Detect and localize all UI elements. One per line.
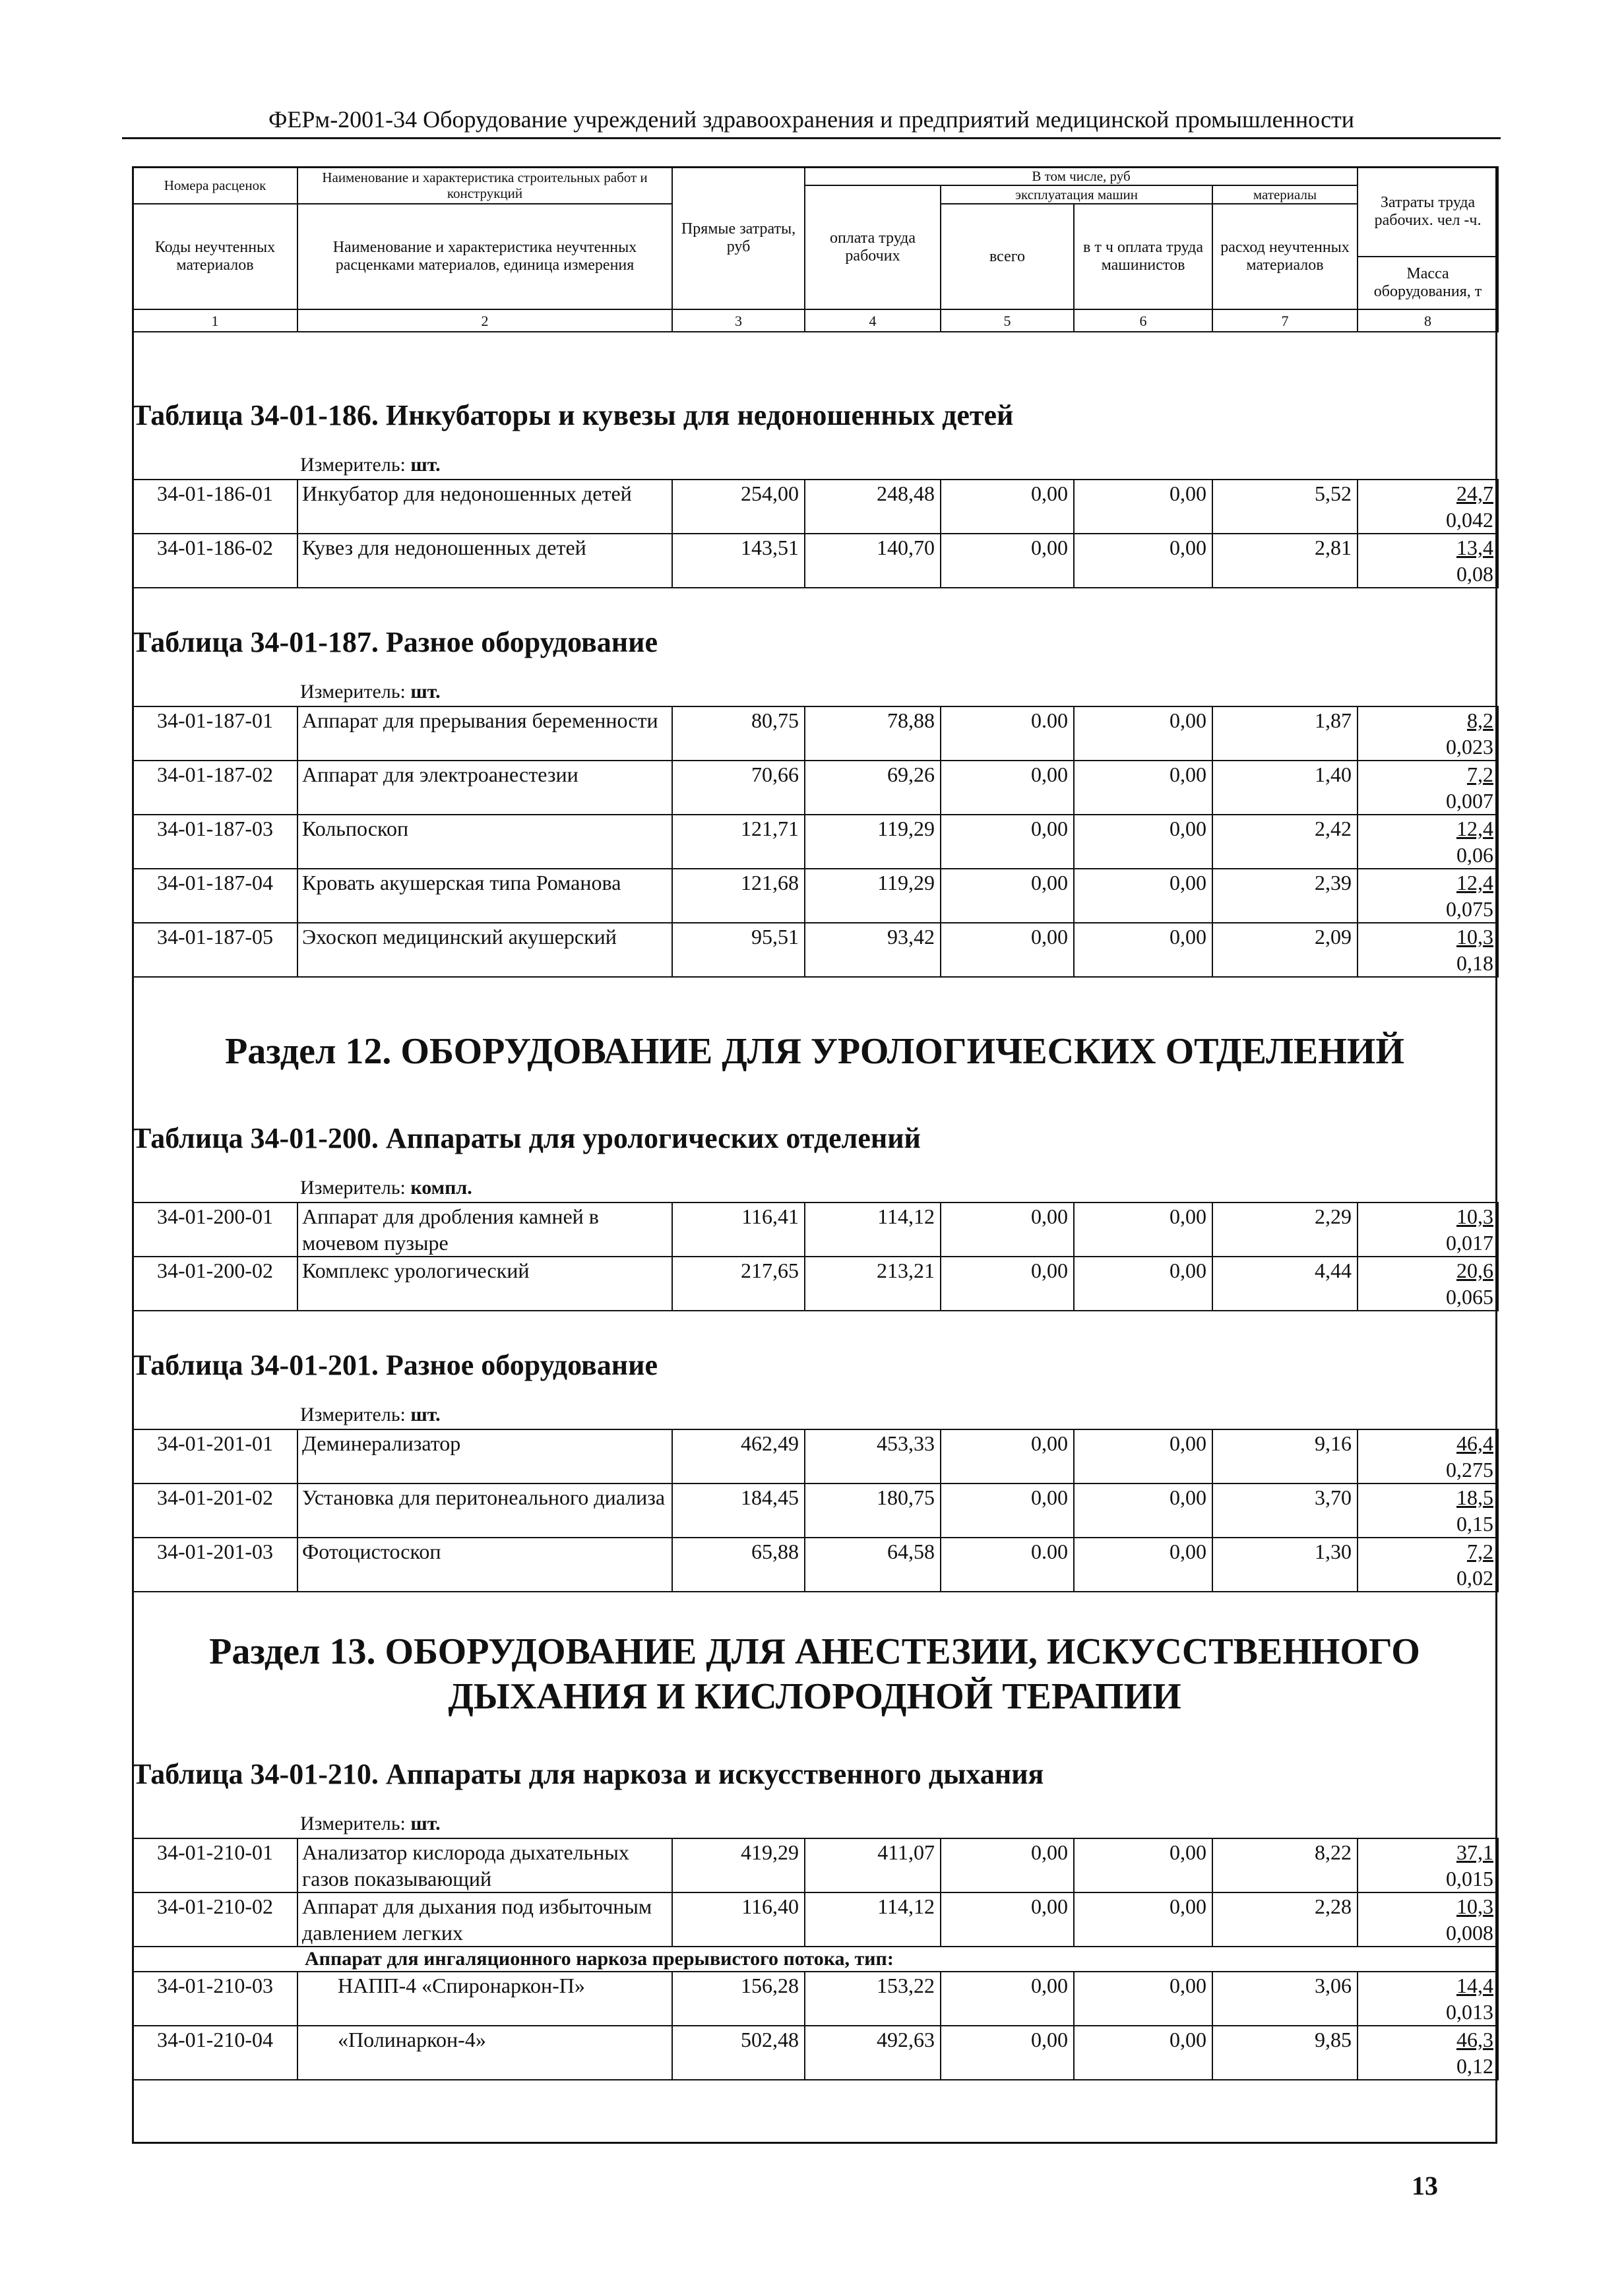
machines-total: 0,00 (941, 1203, 1074, 1257)
table-row (133, 1257, 1498, 1311)
table-row (133, 761, 1498, 815)
materials-cost: 9,85 (1212, 2026, 1358, 2080)
table-row (133, 534, 1498, 588)
table-title: Таблица 34-01-210. Аппараты для наркоза и искусственного дыхания (132, 1758, 1044, 1790)
materials-cost: 2,81 (1212, 534, 1358, 588)
unit-label: Измеритель: (300, 1177, 406, 1199)
col3-header: Прямые затраты, руб (672, 167, 805, 309)
machines-total: 0,00 (941, 1257, 1074, 1311)
table-row (133, 1203, 1498, 1257)
machines-total: 0.00 (941, 706, 1074, 761)
col-number: 7 (1212, 309, 1358, 332)
machines-total: 0,00 (941, 480, 1074, 534)
machinist-pay: 0,00 (1074, 1838, 1212, 1892)
labor-mass-cell (1358, 706, 1498, 761)
machines-total: 0.00 (941, 1538, 1074, 1592)
rate-name: Деминерализатор (297, 1429, 672, 1484)
rate-name: Эхоскоп медицинский акушерский (297, 923, 672, 977)
header-rule (122, 137, 1501, 139)
direct-cost: 419,29 (672, 1838, 805, 1892)
direct-cost: 156,28 (672, 1972, 805, 2026)
table-title: Таблица 34-01-200. Аппараты для урологических отделений (132, 1122, 921, 1154)
col-number: 6 (1074, 309, 1212, 332)
materials-cost: 3,70 (1212, 1484, 1358, 1538)
unit-value: шт. (410, 1404, 441, 1425)
page-number: 13 (1412, 2171, 1438, 2201)
labor-pay: 180,75 (805, 1484, 941, 1538)
unit-line (300, 681, 441, 703)
machinist-pay: 0,00 (1074, 869, 1212, 923)
equipment-mass: 0,06 (1456, 843, 1493, 867)
labor-hours: 37,1 (1456, 1840, 1493, 1864)
col1-header-top: Номера расценок (133, 167, 297, 204)
section-title: Раздел 12. ОБОРУДОВАНИЕ ДЛЯ УРОЛОГИЧЕСКИХ ОТДЕЛЕНИЙ (225, 1031, 1404, 1072)
rate-code: 34-01-201-01 (133, 1429, 297, 1484)
direct-cost: 254,00 (672, 480, 805, 534)
rate-name: Инкубатор для недоношенных детей (297, 480, 672, 534)
unit-line (300, 1404, 441, 1426)
rate-name: Кольпоскоп (297, 815, 672, 869)
labor-pay: 114,12 (805, 1203, 941, 1257)
direct-cost: 95,51 (672, 923, 805, 977)
machines-total: 0,00 (941, 2026, 1074, 2080)
col-number: 2 (297, 309, 672, 332)
materials-cost: 2,28 (1212, 1892, 1358, 1947)
table-row (133, 2026, 1498, 2080)
machines-total: 0,00 (941, 923, 1074, 977)
rate-code: 34-01-210-01 (133, 1838, 297, 1892)
running-header: ФЕРм-2001-34 Оборудование учреждений здравоохранения и предприятий медицинской промышленности (268, 106, 1355, 133)
unit-line (300, 1813, 441, 1835)
table-row (133, 1484, 1498, 1538)
rate-code: 34-01-186-02 (133, 534, 297, 588)
machinist-pay: 0,00 (1074, 815, 1212, 869)
unit-value: шт. (410, 454, 441, 476)
labor-mass-cell (1358, 2026, 1498, 2080)
materials-cost: 3,06 (1212, 1972, 1358, 2026)
labor-hours: 8,2 (1467, 708, 1493, 732)
labor-mass-cell (1358, 1257, 1498, 1311)
col8-header-top: Затраты труда рабочих. чел -ч. (1358, 167, 1498, 257)
col5-header: всего (941, 204, 1074, 309)
unit-line (300, 1177, 472, 1199)
rate-code: 34-01-201-03 (133, 1538, 297, 1592)
col-number: 5 (941, 309, 1074, 332)
table-row (133, 706, 1498, 761)
machines-total: 0,00 (941, 1484, 1074, 1538)
labor-hours: 10,3 (1456, 1204, 1493, 1228)
direct-cost: 462,49 (672, 1429, 805, 1484)
labor-mass-cell (1358, 869, 1498, 923)
equipment-mass: 0,065 (1446, 1285, 1493, 1309)
labor-mass-cell (1358, 1838, 1498, 1892)
unit-label: Измеритель: (300, 1813, 406, 1834)
machinist-pay: 0,00 (1074, 1892, 1212, 1947)
labor-mass-cell (1358, 1972, 1498, 2026)
table-title: Таблица 34-01-201. Разное оборудование (132, 1349, 658, 1381)
labor-mass-cell (1358, 480, 1498, 534)
rate-code: 34-01-201-02 (133, 1484, 297, 1538)
equipment-mass: 0,015 (1446, 1867, 1493, 1890)
equipment-mass: 0,017 (1446, 1231, 1493, 1255)
direct-cost: 65,88 (672, 1538, 805, 1592)
table-row (133, 923, 1498, 977)
direct-cost: 80,75 (672, 706, 805, 761)
rate-code: 34-01-186-01 (133, 480, 297, 534)
materials-cost: 2,39 (1212, 869, 1358, 923)
materials-cost: 1,40 (1212, 761, 1358, 815)
labor-mass-cell (1358, 1203, 1498, 1257)
materials-cost: 1,30 (1212, 1538, 1358, 1592)
rate-code: 34-01-187-02 (133, 761, 297, 815)
rate-name: Кровать акушерская типа Романова (297, 869, 672, 923)
labor-hours: 18,5 (1456, 1485, 1493, 1509)
machinist-pay: 0,00 (1074, 1257, 1212, 1311)
labor-hours: 10,3 (1456, 925, 1493, 949)
rate-name: Анализатор кислорода дыхательных газов показывающий (297, 1838, 672, 1892)
section-title-line: ДЫХАНИЯ И КИСЛОРОДНОЙ ТЕРАПИИ (448, 1676, 1181, 1717)
direct-cost: 184,45 (672, 1484, 805, 1538)
machinist-pay: 0,00 (1074, 706, 1212, 761)
group-header: В том числе, руб (805, 167, 1358, 185)
section-title-line: Раздел 13. ОБОРУДОВАНИЕ ДЛЯ АНЕСТЕЗИИ, ИСКУССТВЕННОГО (209, 1631, 1420, 1672)
labor-pay: 153,22 (805, 1972, 941, 2026)
rate-code: 34-01-200-02 (133, 1257, 297, 1311)
unit-value: компл. (410, 1177, 472, 1199)
col2-header-bottom: Наименование и характеристика неучтенных расценками материалов, единица измерения (297, 204, 672, 309)
labor-hours: 10,3 (1456, 1894, 1493, 1918)
labor-mass-cell (1358, 1484, 1498, 1538)
machinist-pay: 0,00 (1074, 2026, 1212, 2080)
table-title: Таблица 34-01-186. Инкубаторы и кувезы для недоношенных детей (132, 399, 1014, 431)
machinist-pay: 0,00 (1074, 761, 1212, 815)
machinist-pay: 0,00 (1074, 1429, 1212, 1484)
direct-cost: 502,48 (672, 2026, 805, 2080)
labor-pay: 411,07 (805, 1838, 941, 1892)
col4-header: оплата труда рабочих (805, 185, 941, 309)
materials-header: материалы (1212, 185, 1358, 204)
rate-code: 34-01-210-02 (133, 1892, 297, 1947)
labor-pay: 119,29 (805, 815, 941, 869)
labor-hours: 13,4 (1456, 536, 1493, 559)
rates-table (132, 479, 1499, 588)
rate-name: Кувез для недоношенных детей (297, 534, 672, 588)
labor-hours: 14,4 (1456, 1974, 1493, 1997)
labor-pay: 492,63 (805, 2026, 941, 2080)
labor-hours: 20,6 (1456, 1259, 1493, 1282)
direct-cost: 70,66 (672, 761, 805, 815)
labor-hours: 7,2 (1467, 763, 1493, 786)
rate-name: Аппарат для прерывания беременности (297, 706, 672, 761)
rate-name: Комплекс урологический (297, 1257, 672, 1311)
rate-name: НАПП-4 «Спиронаркон-П» (297, 1972, 672, 2026)
labor-pay: 248,48 (805, 480, 941, 534)
col2-header-top: Наименование и характеристика строительных работ и конструкций (297, 167, 672, 204)
labor-hours: 7,2 (1467, 1540, 1493, 1563)
labor-pay: 453,33 (805, 1429, 941, 1484)
rates-table (132, 706, 1499, 978)
labor-mass-cell (1358, 761, 1498, 815)
labor-pay: 114,12 (805, 1892, 941, 1947)
unit-line (300, 454, 441, 476)
rate-code: 34-01-187-03 (133, 815, 297, 869)
col-number: 3 (672, 309, 805, 332)
machinist-pay: 0,00 (1074, 1203, 1212, 1257)
equipment-mass: 0,042 (1446, 508, 1493, 532)
section-title (132, 1629, 1497, 1719)
materials-cost: 1,87 (1212, 706, 1358, 761)
equipment-mass: 0,15 (1456, 1512, 1493, 1536)
rate-name: Аппарат для дробления камней в мочевом пузыре (297, 1203, 672, 1257)
unit-label: Измеритель: (300, 454, 406, 476)
machines-total: 0,00 (941, 869, 1074, 923)
labor-pay: 140,70 (805, 534, 941, 588)
labor-mass-cell (1358, 815, 1498, 869)
table-row (133, 1538, 1498, 1592)
col-number: 1 (133, 309, 297, 332)
materials-cost: 2,09 (1212, 923, 1358, 977)
labor-mass-cell (1358, 1429, 1498, 1484)
equipment-mass: 0,12 (1456, 2054, 1493, 2078)
unit-label: Измеритель: (300, 681, 406, 703)
labor-hours: 46,3 (1456, 2028, 1493, 2051)
rate-name: Фотоцистоскоп (297, 1538, 672, 1592)
direct-cost: 116,40 (672, 1892, 805, 1947)
direct-cost: 217,65 (672, 1257, 805, 1311)
labor-pay: 69,26 (805, 761, 941, 815)
machinist-pay: 0,00 (1074, 923, 1212, 977)
labor-mass-cell (1358, 1892, 1498, 1947)
col1-header-bottom: Коды неучтенных материалов (133, 204, 297, 309)
labor-mass-cell (1358, 534, 1498, 588)
equipment-mass: 0,275 (1446, 1458, 1493, 1482)
machinist-pay: 0,00 (1074, 534, 1212, 588)
rate-code: 34-01-210-03 (133, 1972, 297, 2026)
materials-cost: 8,22 (1212, 1838, 1358, 1892)
machines-total: 0,00 (941, 1429, 1074, 1484)
rate-code: 34-01-187-05 (133, 923, 297, 977)
machines-total: 0,00 (941, 1972, 1074, 2026)
direct-cost: 121,71 (672, 815, 805, 869)
rate-code: 34-01-187-01 (133, 706, 297, 761)
rates-table (132, 1429, 1499, 1592)
materials-cost: 2,42 (1212, 815, 1358, 869)
col8-header-bottom: Масса оборудования, т (1358, 257, 1498, 309)
rate-name: Аппарат для электроанестезии (297, 761, 672, 815)
rate-name: Аппарат для дыхания под избыточным давлением легких (297, 1892, 672, 1947)
table-row (133, 480, 1498, 534)
table-row (133, 1429, 1498, 1484)
equipment-mass: 0,08 (1456, 562, 1493, 586)
col6-header: в т ч оплата труда машинистов (1074, 204, 1212, 309)
labor-pay: 64,58 (805, 1538, 941, 1592)
materials-cost: 2,29 (1212, 1203, 1358, 1257)
rate-code: 34-01-210-04 (133, 2026, 297, 2080)
labor-hours: 24,7 (1456, 482, 1493, 505)
machinist-pay: 0,00 (1074, 1484, 1212, 1538)
unit-value: шт. (410, 1813, 441, 1834)
equipment-mass: 0,075 (1446, 897, 1493, 921)
labor-pay: 119,29 (805, 869, 941, 923)
col-number: 8 (1358, 309, 1498, 332)
table-row (133, 1972, 1498, 2026)
rate-name: «Полинаркон-4» (297, 2026, 672, 2080)
materials-cost: 9,16 (1212, 1429, 1358, 1484)
column-header-table (132, 166, 1499, 332)
machines-total: 0,00 (941, 1892, 1074, 1947)
col7-header: расход неучтенных материалов (1212, 204, 1358, 309)
direct-cost: 116,41 (672, 1203, 805, 1257)
labor-mass-cell (1358, 1538, 1498, 1592)
labor-pay: 93,42 (805, 923, 941, 977)
table-row (133, 869, 1498, 923)
machinist-pay: 0,00 (1074, 1538, 1212, 1592)
labor-mass-cell (1358, 923, 1498, 977)
labor-hours: 46,4 (1456, 1431, 1493, 1455)
labor-hours: 12,4 (1456, 871, 1493, 894)
machines-total: 0,00 (941, 761, 1074, 815)
materials-cost: 4,44 (1212, 1257, 1358, 1311)
direct-cost: 121,68 (672, 869, 805, 923)
machinist-pay: 0,00 (1074, 1972, 1212, 2026)
direct-cost: 143,51 (672, 534, 805, 588)
rate-code: 34-01-200-01 (133, 1203, 297, 1257)
materials-cost: 5,52 (1212, 480, 1358, 534)
unit-label: Измеритель: (300, 1404, 406, 1425)
machines-total: 0,00 (941, 534, 1074, 588)
machines-total: 0,00 (941, 815, 1074, 869)
labor-hours: 12,4 (1456, 817, 1493, 840)
equipment-mass: 0,023 (1446, 735, 1493, 759)
labor-pay: 78,88 (805, 706, 941, 761)
table-row (133, 1892, 1498, 1947)
equipment-mass: 0,007 (1446, 789, 1493, 813)
machinist-pay: 0,00 (1074, 480, 1212, 534)
table-row (133, 1838, 1498, 1892)
rate-code: 34-01-187-04 (133, 869, 297, 923)
group-label: Аппарат для ингаляционного наркоза прерывистого потока, тип: (133, 1947, 1498, 1972)
col-number: 4 (805, 309, 941, 332)
labor-pay: 213,21 (805, 1257, 941, 1311)
rates-table (132, 1838, 1499, 2080)
equipment-mass: 0,013 (1446, 2000, 1493, 2024)
rate-name: Установка для перитонеального диализа (297, 1484, 672, 1538)
rates-table (132, 1202, 1499, 1311)
machines-header: эксплуатация машин (941, 185, 1212, 204)
equipment-mass: 0,18 (1456, 951, 1493, 975)
machines-total: 0,00 (941, 1838, 1074, 1892)
equipment-mass: 0,02 (1456, 1566, 1493, 1590)
equipment-mass: 0,008 (1446, 1921, 1493, 1945)
unit-value: шт. (410, 681, 441, 703)
table-title: Таблица 34-01-187. Разное оборудование (132, 626, 658, 658)
table-row (133, 815, 1498, 869)
